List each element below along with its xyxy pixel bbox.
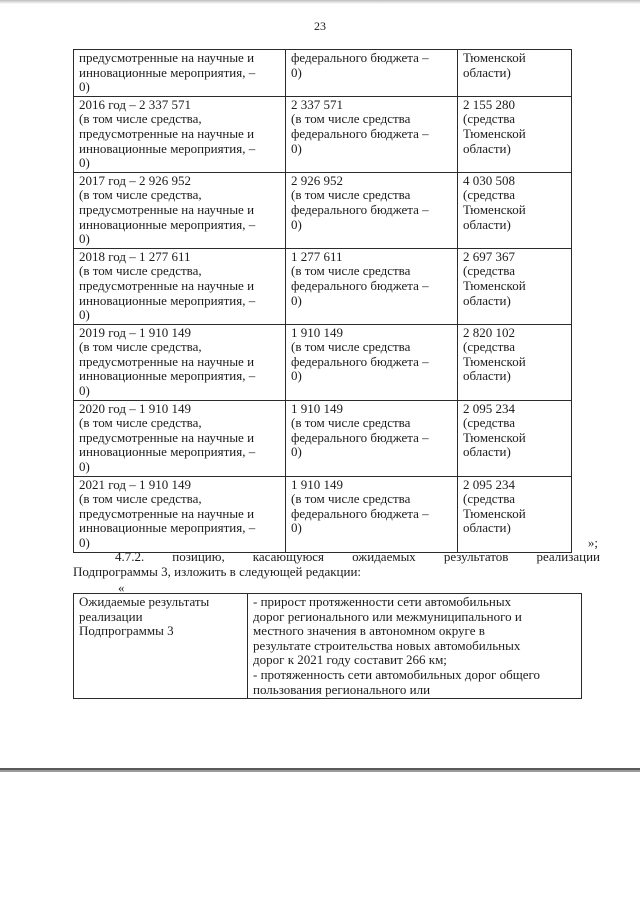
cell-line: предусмотренные на научные и — [79, 125, 255, 141]
cell-line: области) — [463, 216, 511, 232]
cell-line: 1 910 149 — [291, 400, 343, 416]
cell-line: 2016 год – 2 337 571 — [79, 96, 191, 112]
table-cell-col2 — [286, 400, 458, 476]
cell-line: (в том числе средства — [291, 491, 411, 507]
cell-line: инновационные мероприятия, – — [79, 444, 256, 460]
cell-line: (средства — [463, 415, 515, 431]
cell-line: - протяженность сети автомобильных дорог общего — [253, 666, 540, 682]
table-cell-col3 — [458, 248, 572, 324]
cell-line: Тюменской — [463, 353, 526, 369]
table-row — [74, 172, 572, 248]
table-cell-col3 — [458, 50, 572, 97]
results-content-cell — [248, 594, 582, 699]
table-cell-col1 — [74, 400, 286, 476]
table-row — [74, 400, 572, 476]
cell-line: Тюменской — [463, 277, 526, 293]
cell-line: области) — [463, 368, 511, 384]
cell-line: предусмотренные на научные и — [79, 505, 255, 521]
cell-line: (средства — [463, 187, 515, 203]
cell-line: (средства — [463, 339, 515, 355]
table-cell-col2 — [286, 50, 458, 97]
cell-line: (средства — [463, 111, 515, 127]
cell-line: (в том числе средства — [291, 415, 411, 431]
cell-line: 0) — [79, 383, 90, 399]
cell-line: 0) — [79, 79, 90, 95]
table-row — [74, 594, 582, 699]
table-cell-col1 — [74, 50, 286, 97]
cell-line: дорог к 2021 году составит 266 км; — [253, 652, 447, 668]
cell-line: (в том числе средства — [291, 187, 411, 203]
cell-line: области) — [463, 444, 511, 460]
paragraph-4-7-2 — [73, 549, 600, 579]
table-cell-col1 — [74, 96, 286, 172]
expected-results-table — [73, 593, 582, 699]
cell-line: (в том числе средства, — [79, 187, 202, 203]
cell-line: 2 820 102 — [463, 324, 515, 340]
table-cell-col1 — [74, 248, 286, 324]
cell-line: (в том числе средства, — [79, 339, 202, 355]
paragraph-line-1: 4.7.2. позицию, касающуюся ожидаемых результатов реализации — [115, 549, 600, 564]
cell-line: области) — [463, 292, 511, 308]
cell-line: 0) — [291, 368, 302, 384]
table-cell-col2 — [286, 96, 458, 172]
opening-quote: « — [118, 580, 125, 595]
cell-line: реализации — [79, 608, 143, 624]
cell-line: (в том числе средства, — [79, 491, 202, 507]
cell-line: Тюменской — [463, 125, 526, 141]
cell-line: инновационные мероприятия, – — [79, 520, 256, 536]
table-cell-col3 — [458, 172, 572, 248]
cell-line: инновационные мероприятия, – — [79, 140, 256, 156]
table-cell-col1 — [74, 476, 286, 552]
table-row — [74, 96, 572, 172]
cell-line: предусмотренные на научные и — [79, 201, 255, 217]
budget-table — [73, 49, 572, 553]
cell-line: 2021 год – 1 910 149 — [79, 476, 191, 492]
cell-line: (в том числе средства, — [79, 415, 202, 431]
cell-line: федерального бюджета – — [291, 50, 429, 65]
budget-table-body — [74, 50, 572, 553]
cell-line: 0) — [291, 444, 302, 460]
cell-line: области) — [463, 520, 511, 536]
page-number: 23 — [314, 19, 326, 33]
cell-line: 0) — [79, 231, 90, 247]
cell-line: пользования регионального или — [253, 681, 431, 697]
cell-line: (средства — [463, 263, 515, 279]
cell-line: (в том числе средства — [291, 111, 411, 127]
cell-line: 0) — [79, 535, 90, 550]
cell-line: федерального бюджета – — [291, 505, 429, 521]
cell-line: предусмотренные на научные и — [79, 429, 255, 445]
cell-line: 0) — [79, 155, 90, 171]
cell-line: 2018 год – 1 277 611 — [79, 248, 191, 264]
paragraph-line-2: Подпрограммы 3, изложить в следующей редакции: — [73, 564, 362, 579]
cell-line: 2020 год – 1 910 149 — [79, 400, 191, 416]
cell-line: инновационные мероприятия, – — [79, 216, 256, 232]
cell-line: Ожидаемые результаты — [79, 594, 210, 609]
cell-line: 0) — [291, 520, 302, 536]
cell-line: местного значения в автономном округе в — [253, 623, 485, 639]
cell-line: Тюменской — [463, 505, 526, 521]
table-cell-col1 — [74, 324, 286, 400]
cell-line: федерального бюджета – — [291, 429, 429, 445]
table-cell-col3 — [458, 96, 572, 172]
table-cell-col1 — [74, 172, 286, 248]
table-row — [74, 50, 572, 97]
cell-line: 1 910 149 — [291, 476, 343, 492]
table-cell-col3 — [458, 400, 572, 476]
table-row — [74, 476, 572, 552]
cell-line: (в том числе средства, — [79, 111, 202, 127]
cell-line: (в том числе средства — [291, 263, 411, 279]
table-cell-col2 — [286, 248, 458, 324]
cell-line: (в том числе средства — [291, 339, 411, 355]
cell-line: 2 095 234 — [463, 476, 515, 492]
cell-line: дорог регионального или межмуниципального и — [253, 608, 522, 624]
cell-line: (в том числе средства, — [79, 263, 202, 279]
cell-line: 0) — [291, 292, 302, 308]
cell-line: Тюменской — [463, 50, 526, 65]
cell-line: федерального бюджета – — [291, 125, 429, 141]
cell-line: 2 337 571 — [291, 96, 343, 112]
table-cell-col2 — [286, 476, 458, 552]
cell-line: инновационные мероприятия, – — [79, 368, 256, 384]
cell-line: 0) — [79, 307, 90, 323]
cell-line: 2 697 367 — [463, 248, 515, 264]
cell-line: инновационные мероприятия, – — [79, 292, 256, 308]
cell-line: федерального бюджета – — [291, 353, 429, 369]
cell-line: результате строительства новых автомобильных — [253, 637, 521, 653]
table-cell-col2 — [286, 324, 458, 400]
results-label-cell — [74, 594, 248, 699]
cell-line: предусмотренные на научные и — [79, 50, 255, 65]
cell-line: 0) — [291, 216, 302, 232]
cell-line: 0) — [291, 64, 302, 80]
cell-line: области) — [463, 64, 511, 80]
cell-line: предусмотренные на научные и — [79, 277, 255, 293]
table-cell-col3 — [458, 324, 572, 400]
cell-line: 2017 год – 2 926 952 — [79, 172, 191, 188]
cell-line: федерального бюджета – — [291, 277, 429, 293]
cell-line: (средства — [463, 491, 515, 507]
cell-line: области) — [463, 140, 511, 156]
cell-line: 2 095 234 — [463, 400, 515, 416]
cell-line: 1 277 611 — [291, 248, 343, 264]
cell-line: предусмотренные на научные и — [79, 353, 255, 369]
cell-line: Тюменской — [463, 429, 526, 445]
cell-line: 0) — [79, 459, 90, 475]
table-cell-col2 — [286, 172, 458, 248]
table-cell-col3 — [458, 476, 572, 552]
cell-line: 1 910 149 — [291, 324, 343, 340]
cell-line: 2 155 280 — [463, 96, 515, 112]
cell-line: инновационные мероприятия, – — [79, 64, 256, 80]
cell-line: Тюменской — [463, 201, 526, 217]
cell-line: - прирост протяженности сети автомобильных — [253, 594, 512, 609]
cell-line: федерального бюджета – — [291, 201, 429, 217]
cell-line: Подпрограммы 3 — [79, 623, 174, 639]
cell-line: 0) — [291, 140, 302, 156]
cell-line: 2019 год – 1 910 149 — [79, 324, 191, 340]
cell-line: 2 926 952 — [291, 172, 343, 188]
table-row — [74, 324, 572, 400]
cell-line: 4 030 508 — [463, 172, 515, 188]
closing-quote: »; — [587, 535, 598, 550]
table-row — [74, 248, 572, 324]
